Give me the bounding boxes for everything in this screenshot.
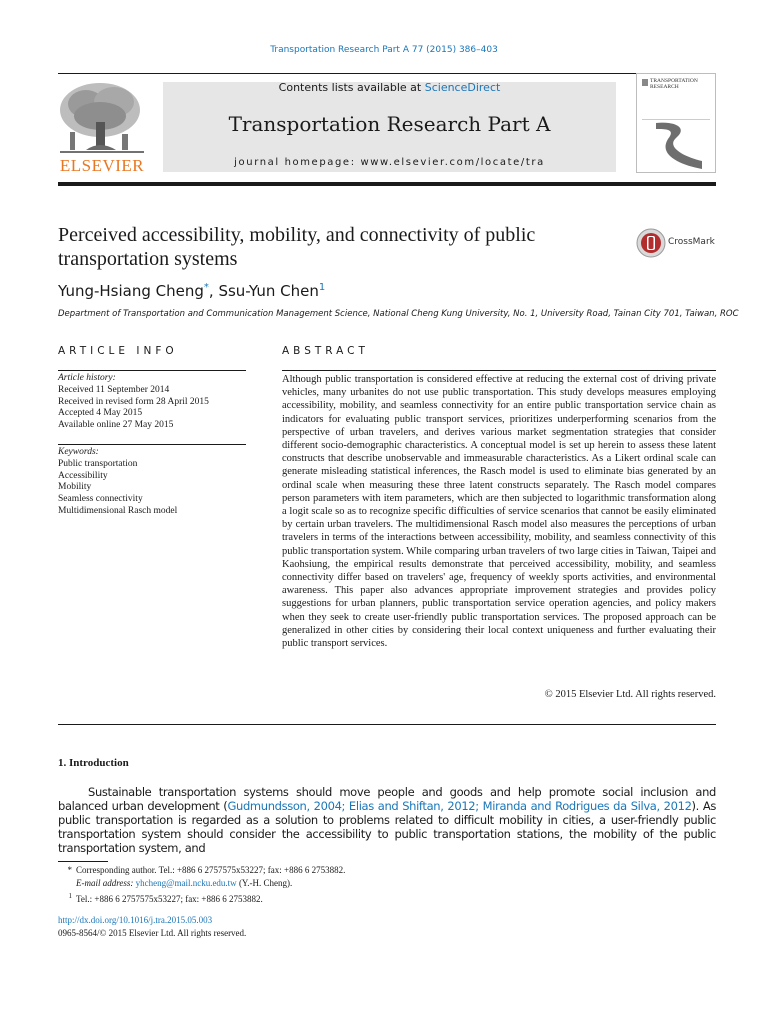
footnote-mark[interactable]: 1 bbox=[318, 282, 326, 293]
article-title: Perceived accessibility, mobility, and connectivity of public transportation systems bbox=[58, 224, 536, 270]
keywords-label: Keywords: bbox=[58, 447, 99, 457]
affiliation: Department of Transportation and Communication Management Science, National Cheng Kung University, No. 1, University Road, Tainan City 701, Taiwan, ROC bbox=[58, 309, 739, 319]
article-info-heading: ARTICLE INFO bbox=[58, 345, 178, 357]
history-item: Received in revised form 28 April 2015 bbox=[58, 396, 209, 407]
crossmark-badge[interactable] bbox=[636, 228, 720, 258]
footnote-email bbox=[58, 877, 716, 890]
introduction-heading: 1. Introduction bbox=[58, 757, 129, 769]
keywords bbox=[58, 447, 246, 518]
crossmark-label: CrossMark bbox=[668, 237, 715, 247]
article-info-rule bbox=[58, 370, 246, 371]
author-list bbox=[58, 282, 325, 300]
footnote-mark: * bbox=[67, 865, 72, 875]
history-item: Received 11 September 2014 bbox=[58, 384, 170, 395]
abstract-heading: ABSTRACT bbox=[282, 345, 369, 357]
keyword-item: Mobility bbox=[58, 482, 92, 493]
article-history bbox=[58, 373, 246, 432]
footnote-corresponding bbox=[58, 864, 716, 877]
footnote-text: Tel.: +886 6 2757575x53227; fax: +886 6 2753882. bbox=[76, 894, 263, 904]
journal-name: Transportation Research Part A bbox=[228, 112, 551, 136]
doi-block bbox=[58, 914, 458, 940]
footnote-mark: 1 bbox=[68, 892, 72, 900]
footnote-text: Corresponding author. Tel.: +886 6 2757575x53227; fax: +886 6 2753882. bbox=[76, 865, 346, 875]
journal-homepage[interactable]: journal homepage: www.elsevier.com/locate/tra bbox=[234, 157, 545, 168]
contents-prefix: Contents lists available at bbox=[278, 81, 425, 94]
running-head[interactable]: Transportation Research Part A 77 (2015) 386–403 bbox=[270, 45, 498, 55]
keywords-rule bbox=[58, 444, 246, 445]
keyword-item: Seamless connectivity bbox=[58, 494, 143, 505]
history-item: Available online 27 May 2015 bbox=[58, 420, 174, 431]
cover-title-line2: RESEARCH bbox=[650, 84, 679, 90]
keyword-item: Multidimensional Rasch model bbox=[58, 505, 178, 516]
top-rule bbox=[58, 73, 716, 74]
copyright-notice: © 2015 Elsevier Ltd. All rights reserved. bbox=[544, 689, 716, 700]
cover-title-line1: TRANSPORTATION bbox=[650, 78, 698, 84]
crossmark-icon bbox=[636, 228, 666, 258]
keyword-item: Public transportation bbox=[58, 458, 138, 469]
history-label: Article history: bbox=[58, 373, 116, 383]
header-heavy-rule bbox=[58, 182, 716, 186]
email-label: E-mail address: bbox=[76, 878, 134, 888]
author-name: Ssu-Yun Chen bbox=[218, 282, 319, 300]
abstract-rule bbox=[282, 370, 716, 371]
history-item: Accepted 4 May 2015 bbox=[58, 408, 143, 419]
elsevier-logo[interactable] bbox=[56, 80, 148, 176]
intro-text-after: ). As public transportation is regarded as a solution to problems related to difficult mobility in cities, a user-friendly public transportation system should consider the accessibility to public transportation stations, the mobility of the public transportation system, and bbox=[58, 799, 717, 855]
email-suffix: (Y.-H. Cheng). bbox=[236, 878, 293, 888]
abstract-text: Although public transportation is considered effective at reducing the external cost of driving private vehicles, many urbanites do not use public transportation. This study develops measures employing accessibility, mobility, and seamless connectivity for an entire public transportation service chain as indicators for evaluating public transport services, prioritizes underperforming scenarios from the perspective of urban travelers, and derives various market segmentation strategies that consider different socio-demographic characteristics. A conceptual model is set up herein to assess these latent constructs that describe unobservable and immeasurable characteristics. As a Likert ordinal scale can generate misleading statistical inferences, the Rasch model is used to eliminate bias generated by an ordinal scale when measuring these three latent constructs separately. The Rasch model compares person parameters with item parameters, which are then subjected to logarithmic transformation along a logit scale so as to recognize specific difficulties of service scenarios that cannot be easily eliminated by certain urban travelers. The multidimensional Rasch model also measures the perceptions of urban travelers in terms of the interactions between accessibility, mobility, and seamless connectivity of this public transportation system. While comparing urban travelers of two large cities in Taiwan, Taipei and Kaohsiung, the empirical results demonstrate that perceived accessibility, mobility, and seamless connectivity differ based on travelers' age, frequency of weekly sports activities, and environmental awareness. This paper also advances appropriate improvement strategies and provides policy suggestions for urban planners, public transportation service operation agencies, and policy makers when they seek to create user-friendly public transportation services. The proposed approach can be generalized in other cities by considering their local context uniqueness and further evaluating their public transport services. bbox=[282, 374, 716, 650]
footnotes bbox=[58, 864, 716, 906]
author-separator: , bbox=[208, 282, 219, 300]
contents-line bbox=[163, 81, 616, 94]
issn-line: 0965-8564/© 2015 Elsevier Ltd. All rights reserved. bbox=[58, 928, 247, 938]
corresponding-author-mark[interactable]: * bbox=[203, 282, 209, 293]
elsevier-wordmark: ELSEVIER bbox=[59, 156, 145, 175]
journal-cover-thumbnail[interactable] bbox=[636, 73, 716, 173]
citation-links[interactable]: Gudmundsson, 2004; Elias and Shiftan, 2012; Miranda and Rodrigues da Silva, 2012 bbox=[227, 799, 692, 813]
abstract-bottom-rule bbox=[58, 724, 716, 725]
footnote-tel bbox=[58, 890, 716, 906]
author-name: Yung-Hsiang Cheng bbox=[58, 282, 204, 300]
keyword-item: Accessibility bbox=[58, 470, 108, 481]
footnote-rule bbox=[58, 861, 108, 862]
doi-link[interactable]: http://dx.doi.org/10.1016/j.tra.2015.05.003 bbox=[58, 915, 213, 925]
email-link[interactable]: yhcheng@mail.ncku.edu.tw bbox=[135, 878, 237, 888]
introduction-paragraph bbox=[58, 785, 716, 855]
sciencedirect-link[interactable]: ScienceDirect bbox=[424, 81, 501, 94]
cover-title bbox=[650, 78, 698, 90]
intro-text-before: Sustainable transportation systems should move people and goods and help promote social inclusion and balanced urban development ( bbox=[58, 785, 716, 813]
